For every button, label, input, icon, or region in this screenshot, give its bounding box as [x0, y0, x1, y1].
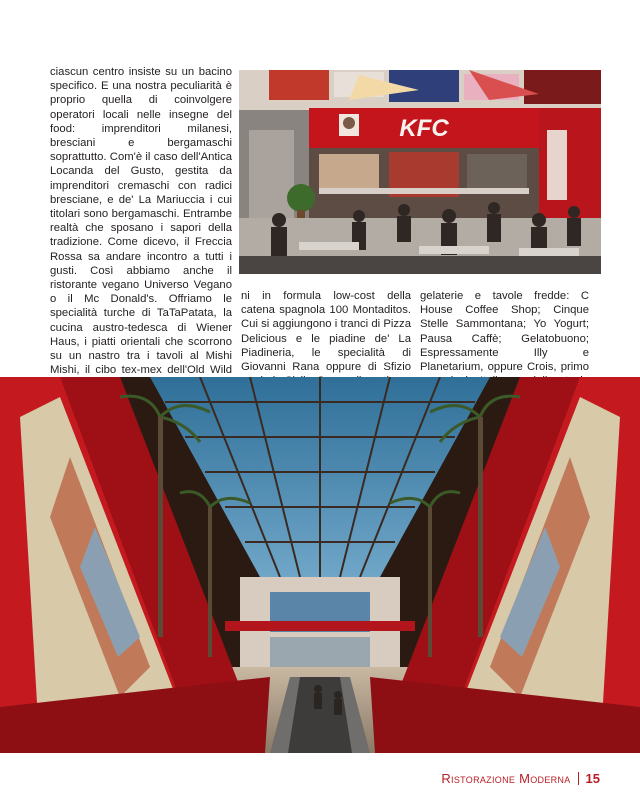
body-text-column-1: ciascun centro insiste su un bacino specifico. E una nostra peculiarità è proprio quella di coinvolgere operatori locali nelle insegne del food: imprenditori milanesi, bresciani e bergamaschi soprattutto. Com'è il caso dell'Antica Locanda del Gusto, gestita da imprenditori cremaschi con radici bresciane, e de' La Mariuccia i cui titolari sono bergamaschi. Entrambe realtà che sposano i sapori della tradizione. Come dicevo, il Freccia Rossa sa andare incontro a tutti i gusti. Così abbiamo anche il ristorante vegano Universo Vegano o il Mc Donald's. Offriamo le specialità turche di TaTaPatata, la cucina austro-tedesca di Wiener Haus, i piatti orientali che scorrono su un nastro tra i tavoli al Mishi Mishi, il cibo tex-mex dell'Old Wild	[50, 66, 232, 377]
page-footer	[441, 771, 600, 786]
page-number: 15	[585, 771, 600, 786]
footer-divider	[578, 772, 579, 785]
kfc-restaurant-photo	[239, 70, 601, 274]
magazine-name: Ristorazione Moderna	[441, 771, 571, 786]
mall-interior-photo	[0, 377, 640, 753]
body-text-column-2: ni in formula low-cost della catena spagnola 100 Montaditos. Cui si aggiungono i tranci di Pizza Delicious e le piadine de' La Piadineria, le specialità di Giovanni Rana oppure di Sfizio	[241, 290, 411, 374]
body-text-column-3: gelaterie e tavole fredde: C House Coffee Shop; Cinque Stelle Sammontana; Yo Yogurt; Pausa Caffè; Gelatobuono; Espressamente Illy e Planetarium, oppure Crois, primo	[420, 290, 589, 374]
kfc-sign-text: KFC	[399, 115, 449, 142]
